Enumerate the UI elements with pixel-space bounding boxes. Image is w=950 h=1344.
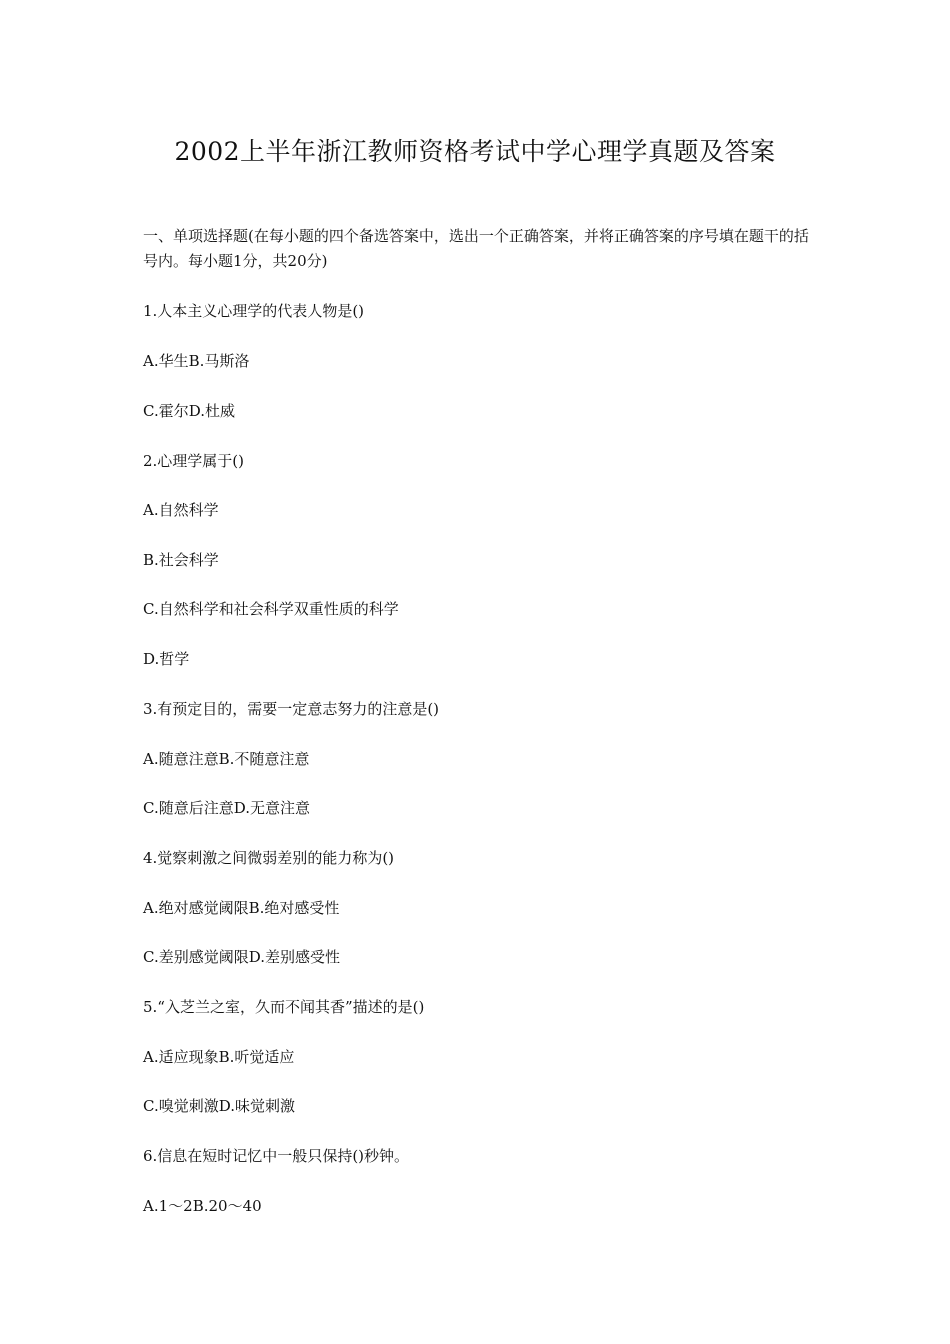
question-5-options-ab: A.适应现象B.听觉适应 <box>143 1048 295 1066</box>
question-2-option-a: A.自然科学 <box>143 501 219 519</box>
question-1-options-cd: C.霍尔D.杜威 <box>143 402 235 420</box>
question-5: 5.“入芝兰之室，久而不闻其香”描述的是() <box>143 998 425 1016</box>
question-2: 2.心理学属于() <box>143 452 245 470</box>
question-1-options-ab: A.华生B.马斯洛 <box>143 352 250 370</box>
question-2-option-b: B.社会科学 <box>143 551 219 569</box>
question-2-option-c: C.自然科学和社会科学双重性质的科学 <box>143 600 399 618</box>
document-title: 2002上半年浙江教师资格考试中学心理学真题及答案 <box>174 137 776 166</box>
question-4: 4.觉察刺激之间微弱差别的能力称为() <box>143 849 395 867</box>
section-heading: 一、单项选择题(在每小题的四个备选答案中，选出一个正确答案，并将正确答案的序号填在题干的括号内。每小题1分，共20分) <box>143 227 809 270</box>
question-3: 3.有预定目的，需要一定意志努力的注意是() <box>143 700 440 718</box>
question-1: 1.人本主义心理学的代表人物是() <box>143 302 365 320</box>
question-4-options-cd: C.差别感觉阈限D.差别感受性 <box>143 948 340 966</box>
question-3-options-cd: C.随意后注意D.无意注意 <box>143 799 310 817</box>
question-2-option-d: D.哲学 <box>143 650 190 668</box>
question-6-options-ab: A.1～2B.20～40 <box>143 1197 262 1215</box>
question-5-options-cd: C.嗅觉刺激D.味觉刺激 <box>143 1097 295 1115</box>
question-3-options-ab: A.随意注意B.不随意注意 <box>143 750 310 768</box>
question-4-options-ab: A.绝对感觉阈限B.绝对感受性 <box>143 899 340 917</box>
question-6: 6.信息在短时记忆中一般只保持()秒钟。 <box>143 1147 410 1165</box>
